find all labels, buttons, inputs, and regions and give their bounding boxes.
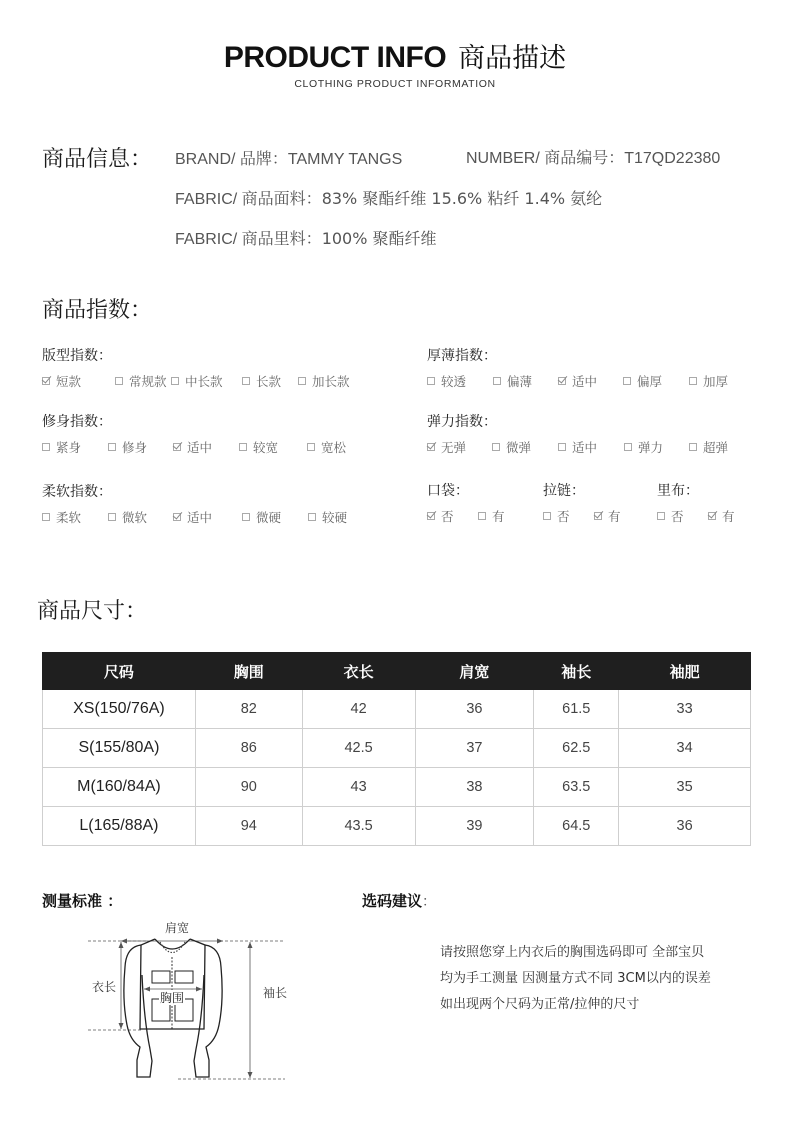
page-title bbox=[0, 36, 790, 75]
checkbox-icon[interactable] bbox=[493, 377, 501, 385]
brand-value: TAMMY TANGS bbox=[287, 151, 403, 168]
checkbox-icon[interactable] bbox=[689, 377, 697, 385]
lining-label: 里布： bbox=[657, 483, 699, 499]
fit-option[interactable] bbox=[298, 372, 350, 390]
checkbox-icon[interactable] bbox=[478, 512, 486, 520]
elastic-option[interactable] bbox=[427, 438, 466, 456]
checked-box-icon[interactable] bbox=[42, 377, 50, 385]
shoulder-text: 肩宽 bbox=[164, 921, 190, 935]
table-cell: 43.5 bbox=[302, 807, 415, 846]
soft-index-label: 柔软指数： bbox=[42, 484, 112, 500]
measure-heading: 测量标准 ： bbox=[42, 892, 123, 910]
checkbox-icon[interactable] bbox=[307, 443, 315, 451]
size-cell: XS(150/76A) bbox=[43, 690, 196, 729]
col-header: 袖肥 bbox=[619, 653, 751, 690]
advice-line: 如出现两个尺码为正常/拉伸的尺寸 bbox=[440, 997, 640, 1012]
table-cell: 34 bbox=[619, 729, 751, 768]
brand-label: BRAND/ 品牌： bbox=[175, 151, 288, 168]
table-cell: 42.5 bbox=[302, 729, 415, 768]
option-label: 柔软 bbox=[56, 510, 82, 525]
size-cell: M(160/84A) bbox=[43, 768, 196, 807]
option-label: 较硬 bbox=[322, 510, 348, 525]
checkbox-icon[interactable] bbox=[492, 443, 500, 451]
checked-box-icon[interactable] bbox=[558, 377, 566, 385]
soft-option[interactable] bbox=[242, 508, 281, 526]
checkbox-icon[interactable] bbox=[242, 513, 250, 521]
table-row bbox=[43, 768, 751, 807]
checkbox-icon[interactable] bbox=[298, 377, 306, 385]
checkbox-icon[interactable] bbox=[657, 512, 665, 520]
option-label: 加厚 bbox=[703, 374, 729, 389]
soft-option[interactable] bbox=[108, 508, 147, 526]
advice-text bbox=[440, 940, 711, 1018]
lining-option[interactable] bbox=[657, 507, 684, 525]
col-header: 肩宽 bbox=[415, 653, 534, 690]
checkbox-icon[interactable] bbox=[108, 513, 116, 521]
lining-option[interactable] bbox=[708, 507, 735, 525]
option-label: 适中 bbox=[572, 374, 598, 389]
thickness-option[interactable] bbox=[689, 372, 728, 390]
option-label: 常规款 bbox=[129, 374, 167, 389]
checked-box-icon[interactable] bbox=[594, 512, 602, 520]
option-label: 微弹 bbox=[506, 440, 532, 455]
option-label: 加长款 bbox=[312, 374, 350, 389]
fit-option[interactable] bbox=[42, 372, 81, 390]
thickness-option[interactable] bbox=[558, 372, 597, 390]
size-cell: L(165/88A) bbox=[43, 807, 196, 846]
slim-option[interactable] bbox=[42, 438, 81, 456]
checkbox-icon[interactable] bbox=[624, 443, 632, 451]
soft-option[interactable] bbox=[308, 508, 347, 526]
table-row bbox=[43, 807, 751, 846]
thickness-option[interactable] bbox=[427, 372, 466, 390]
fit-option[interactable] bbox=[242, 372, 281, 390]
checkbox-icon[interactable] bbox=[108, 443, 116, 451]
table-cell: 90 bbox=[195, 768, 302, 807]
checkbox-icon[interactable] bbox=[171, 377, 179, 385]
chest-text: 胸围 bbox=[159, 991, 185, 1005]
option-label: 否 bbox=[441, 509, 454, 524]
checkbox-icon[interactable] bbox=[42, 443, 50, 451]
slim-option[interactable] bbox=[108, 438, 147, 456]
option-label: 适中 bbox=[187, 440, 213, 455]
thickness-option[interactable] bbox=[623, 372, 662, 390]
checked-box-icon[interactable] bbox=[708, 512, 716, 520]
checkbox-icon[interactable] bbox=[115, 377, 123, 385]
option-label: 无弹 bbox=[441, 440, 467, 455]
brand-row bbox=[175, 146, 402, 169]
option-label: 微软 bbox=[122, 510, 148, 525]
length-text: 衣长 bbox=[91, 980, 117, 994]
slim-index-label: 修身指数： bbox=[42, 414, 112, 430]
size-cell: S(155/80A) bbox=[43, 729, 196, 768]
title-cn: 商品描述 bbox=[458, 43, 567, 74]
table-cell: 37 bbox=[415, 729, 534, 768]
fit-option[interactable] bbox=[171, 372, 223, 390]
option-label: 有 bbox=[722, 509, 735, 524]
option-label: 否 bbox=[557, 509, 570, 524]
checkbox-icon[interactable] bbox=[239, 443, 247, 451]
checkbox-icon[interactable] bbox=[558, 443, 566, 451]
checkbox-icon[interactable] bbox=[623, 377, 631, 385]
pocket-option[interactable] bbox=[427, 507, 454, 525]
option-label: 偏薄 bbox=[507, 374, 533, 389]
checked-box-icon[interactable] bbox=[173, 513, 181, 521]
lining-fabric-row bbox=[175, 226, 437, 249]
title-en: PRODUCT INFO bbox=[223, 41, 447, 74]
lining-fabric-value: 100% 聚酯纤维 bbox=[321, 229, 437, 248]
option-label: 否 bbox=[671, 509, 684, 524]
slim-option[interactable] bbox=[307, 438, 346, 456]
option-label: 紧身 bbox=[56, 440, 82, 455]
advice-colon: ： bbox=[422, 894, 437, 910]
option-label: 微硬 bbox=[256, 510, 282, 525]
fabric-label: FABRIC/ 商品面料： bbox=[175, 191, 322, 208]
col-header: 尺码 bbox=[43, 653, 196, 690]
table-cell: 64.5 bbox=[534, 807, 619, 846]
fit-index-label: 版型指数： bbox=[42, 348, 112, 364]
option-label: 偏厚 bbox=[637, 374, 663, 389]
number-row bbox=[466, 145, 720, 168]
pocket-label: 口袋： bbox=[427, 483, 469, 499]
table-cell: 82 bbox=[195, 690, 302, 729]
option-label: 较透 bbox=[441, 374, 467, 389]
indices-heading: 商品指数： bbox=[42, 298, 153, 323]
elastic-option[interactable] bbox=[558, 438, 597, 456]
subtitle: CLOTHING PRODUCT INFORMATION bbox=[294, 78, 496, 90]
size-table-header bbox=[43, 653, 751, 690]
sleeve-text: 袖长 bbox=[262, 986, 288, 1000]
option-label: 短款 bbox=[56, 374, 82, 389]
table-row bbox=[43, 690, 751, 729]
zipper-option[interactable] bbox=[594, 507, 621, 525]
option-label: 有 bbox=[492, 509, 505, 524]
col-header: 衣长 bbox=[302, 653, 415, 690]
checkbox-icon[interactable] bbox=[42, 513, 50, 521]
option-label: 宽松 bbox=[321, 440, 347, 455]
option-label: 中长款 bbox=[185, 374, 223, 389]
checked-box-icon[interactable] bbox=[173, 443, 181, 451]
table-cell: 63.5 bbox=[534, 768, 619, 807]
checkbox-icon[interactable] bbox=[427, 377, 435, 385]
advice-line: 请按照您穿上内衣后的胸围选码即可 全部宝贝 bbox=[440, 945, 705, 960]
size-heading: 商品尺寸： bbox=[37, 599, 148, 624]
table-cell: 62.5 bbox=[534, 729, 619, 768]
number-value: T17QD22380 bbox=[624, 150, 721, 167]
size-table bbox=[42, 652, 751, 846]
zipper-label: 拉链： bbox=[543, 483, 585, 499]
table-cell: 43 bbox=[302, 768, 415, 807]
fabric-value: 83% 聚酯纤维 15.6% 粘纤 1.4% 氨纶 bbox=[321, 189, 603, 208]
checked-box-icon[interactable] bbox=[427, 512, 435, 520]
option-label: 有 bbox=[608, 509, 621, 524]
checkbox-icon[interactable] bbox=[308, 513, 316, 521]
table-cell: 86 bbox=[195, 729, 302, 768]
table-row bbox=[43, 729, 751, 768]
checkbox-icon[interactable] bbox=[242, 377, 250, 385]
table-cell: 33 bbox=[619, 690, 751, 729]
elastic-index-label: 弹力指数： bbox=[427, 414, 497, 430]
table-cell: 36 bbox=[415, 690, 534, 729]
slim-option[interactable] bbox=[239, 438, 278, 456]
elastic-option[interactable] bbox=[689, 438, 728, 456]
fit-option[interactable] bbox=[115, 372, 167, 390]
option-label: 较宽 bbox=[253, 440, 279, 455]
table-cell: 39 bbox=[415, 807, 534, 846]
table-cell: 42 bbox=[302, 690, 415, 729]
col-header: 胸围 bbox=[195, 653, 302, 690]
pocket-option[interactable] bbox=[478, 507, 505, 525]
zipper-option[interactable] bbox=[543, 507, 570, 525]
elastic-option[interactable] bbox=[492, 438, 531, 456]
product-info-heading: 商品信息： bbox=[42, 147, 153, 172]
elastic-option[interactable] bbox=[624, 438, 663, 456]
table-cell: 38 bbox=[415, 768, 534, 807]
checkbox-icon[interactable] bbox=[689, 443, 697, 451]
checked-box-icon[interactable] bbox=[427, 443, 435, 451]
thickness-index-label: 厚薄指数： bbox=[427, 348, 497, 364]
checkbox-icon[interactable] bbox=[543, 512, 551, 520]
jacket-outline bbox=[124, 939, 222, 1077]
option-label: 超弹 bbox=[703, 440, 729, 455]
option-label: 适中 bbox=[572, 440, 598, 455]
garment-diagram bbox=[80, 915, 310, 1090]
soft-option[interactable] bbox=[173, 508, 212, 526]
soft-option[interactable] bbox=[42, 508, 81, 526]
table-cell: 36 bbox=[619, 807, 751, 846]
slim-option[interactable] bbox=[173, 438, 212, 456]
advice-heading: 选码建议 bbox=[362, 892, 423, 910]
table-cell: 94 bbox=[195, 807, 302, 846]
option-label: 适中 bbox=[187, 510, 213, 525]
table-cell: 61.5 bbox=[534, 690, 619, 729]
option-label: 弹力 bbox=[638, 440, 664, 455]
lining-fabric-label: FABRIC/ 商品里料： bbox=[175, 231, 322, 248]
advice-heading-row bbox=[362, 890, 436, 911]
col-header: 袖长 bbox=[534, 653, 619, 690]
number-label: NUMBER/ 商品编号： bbox=[466, 150, 625, 167]
option-label: 修身 bbox=[122, 440, 148, 455]
fabric-row bbox=[175, 186, 602, 209]
option-label: 长款 bbox=[256, 374, 282, 389]
table-cell: 35 bbox=[619, 768, 751, 807]
thickness-option[interactable] bbox=[493, 372, 532, 390]
advice-line: 均为手工测量 因测量方式不同 3CM以内的误差 bbox=[440, 971, 711, 986]
